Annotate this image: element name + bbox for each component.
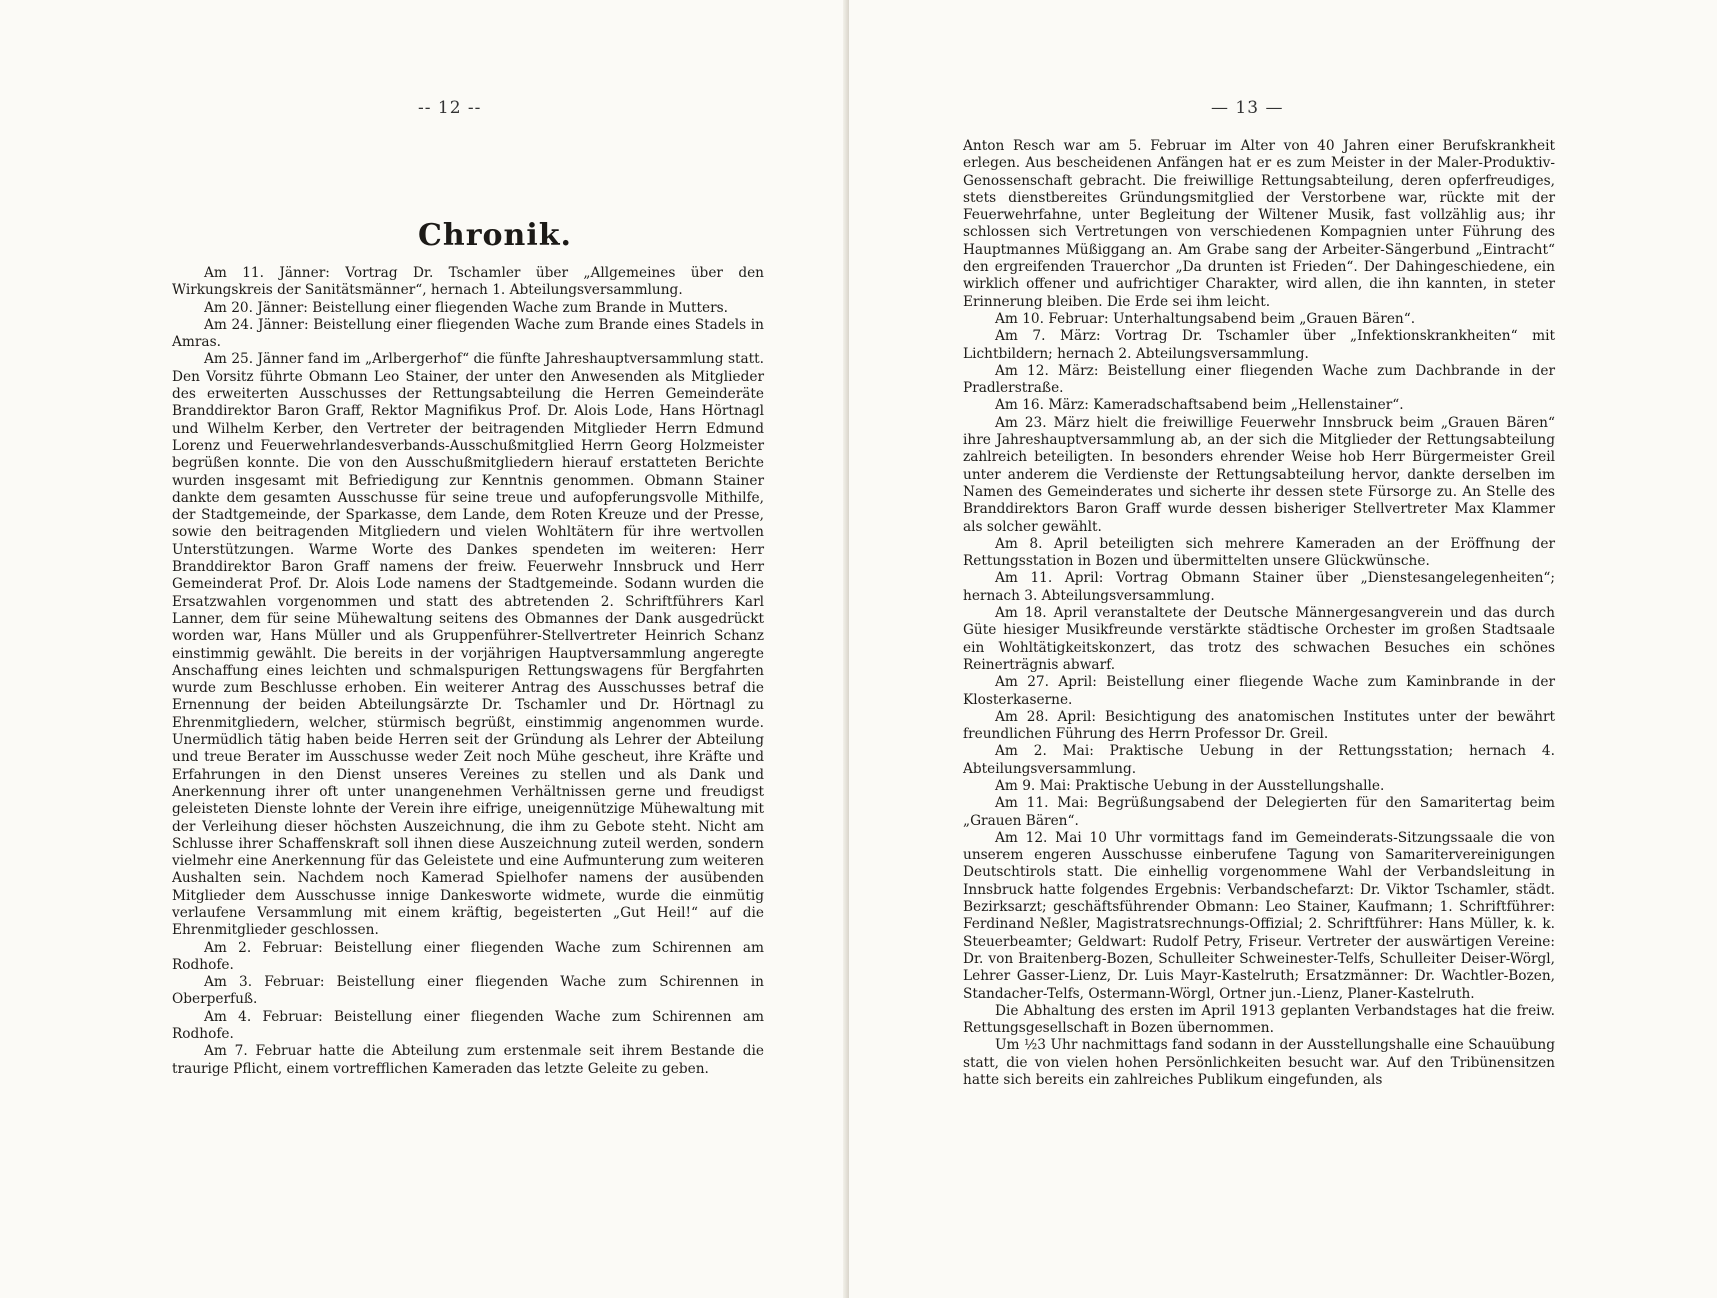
paragraph: Am 18. April veranstaltete der Deutsche Männergesangverein und das durch Güte hiesiger Musikfreunde verstärkte städtische Orchester im großen Stadtsaale ein Wohltätigkeitskonzert, das trotz des schwachen Besuches ein schönes Reinerträgnis abwarf. [963, 605, 1555, 673]
paragraph: Am 23. März hielt die freiwillige Feuerwehr Innsbruck beim „Grauen Bären“ ihre Jahreshauptversammlung ab, an der sich die Mitglieder der Rettungsabteilung zahlreich beteiligten. In besonders ehrender Weise hob Herr Bürgermeister Greil unter anderem die Verdienste der Rettungsabteilung hervor, dankte derselben im Namen des Gemeinderates und sicherte ihr dessen stete Fürsorge zu. An Stelle des Branddirektors Baron Graff wurde dessen bisheriger Stellvertreter Max Klammer als solcher gewählt. [963, 414, 1555, 535]
paragraph: Am 2. Februar: Beistellung einer fliegenden Wache zum Schirennen am Rodhofe. [172, 939, 764, 973]
paragraph: Die Abhaltung des ersten im April 1913 geplanten Verbandstages hat die freiw. Rettungsgesellschaft in Bozen übernommen. [963, 1002, 1555, 1037]
paragraph: Am 11. Mai: Begrüßungsabend der Delegierten für den Samaritertag beim „Grauen Bären“. [963, 795, 1555, 829]
left-page-text [172, 265, 764, 1078]
paragraph: Am 3. Februar: Beistellung einer fliegenden Wache zum Schirennen in Oberperfuß. [172, 974, 764, 1008]
paragraph: Am 20. Jänner: Beistellung einer fliegenden Wache zum Brande in Mutters. [204, 299, 728, 316]
paragraph: Am 11. April: Vortrag Obmann Stainer über „Dienstesangelegenheiten“; hernach 3. Abteilungsversammlung. [963, 570, 1555, 604]
paragraph: Am 7. März: Vortrag Dr. Tschamler über „Infektionskrankheiten“ mit Lichtbildern; hernach 2. Abteilungsversammlung. [963, 328, 1555, 362]
paragraph: Am 24. Jänner: Beistellung einer fliegenden Wache zum Brande eines Stadels in Amras. [172, 316, 764, 351]
paragraph: Um ½3 Uhr nachmittags fand sodann in der Ausstellungshalle eine Schauübung statt, die von vielen hohen Persönlichkeiten besucht war. Auf den Tribünensitzen hatte sich bereits ein zahlreiches Publikum eingefunden, als [963, 1037, 1555, 1089]
right-page [849, 0, 1717, 1298]
page-number-right: — 13 — [1211, 98, 1284, 118]
paragraph: Anton Resch war am 5. Februar im Alter von 40 Jahren einer Berufskrankheit erlegen. Aus bescheidenen Anfängen hat er es zum Meister in der Maler-Produktiv-Genossenschaft gebracht. Die freiwillige Rettungsabteilung, deren opferfreudiges, stets dienstbereites Gründungsmitglied der Verstorbene war, rückte mit der Feuerwehrfahne, unter Begleitung der Wiltener Musik, fast vollzählig aus; ihr schlossen sich Vertretungen von verschiedenen Kompagnien unter Führung des Hauptmannes Müßiggang an. Am Grabe sang der Arbeiter-Sängerbund „Eintracht“ den ergreifenden Trauerchor „Da drunten ist Frieden“. Der Dahingeschiedene, ein wirklich offener und aufrichtiger Charakter, wird allen, die ihn kannten, in steter Erinnerung bleiben. Die Erde sei ihm leicht. [963, 138, 1555, 310]
paragraph: Am 9. Mai: Praktische Uebung in der Ausstellungshalle. [995, 777, 1385, 794]
right-page-text [963, 138, 1555, 1089]
paragraph: Am 7. Februar hatte die Abteilung zum erstenmale seit ihrem Bestande die traurige Pflicht, einem vortrefflichen Kameraden das letzte Geleite zu geben. [172, 1043, 764, 1077]
paragraph: Am 28. April: Besichtigung des anatomischen Institutes unter der bewährt freundlichen Führung des Herrn Professor Dr. Greil. [963, 708, 1555, 743]
paragraph: Am 27. April: Beistellung einer fliegende Wache zum Kaminbrande in der Klosterkaserne. [963, 674, 1555, 708]
paragraph: Am 8. April beteiligten sich mehrere Kameraden an der Eröffnung der Rettungsstation in Bozen und übermittelten unsere Glückwünsche. [963, 535, 1555, 570]
chapter-title: Chronik. [418, 218, 572, 253]
paragraph: Am 25. Jänner fand im „Arlbergerhof“ die fünfte Jahreshauptversammlung statt. Den Vorsitz führte Obmann Leo Stainer, der unter den Anwesenden als Mitglieder des erweiterten Ausschusses der Rettungsabteilung die Herren Gemeinderäte Branddirektor Baron Graff, Rektor Magnifikus Prof. Dr. Alois Lode, Hans Hörtnagl und Wilhelm Kerber, den Vertreter der beitragenden Mitglieder Herrn Edmund Lorenz und Feuerwehrlandesverbands-Ausschußmitglied Herrn Georg Holzmeister begrüßen konnte. Die von den Ausschußmitgliedern hierauf erstatteten Berichte wurden insgesamt mit Befriedigung zur Kenntnis genommen. Obmann Stainer dankte dem gesamten Ausschusse für seine treue und aufopferungsvolle Mithilfe, der Stadtgemeinde, der Sparkasse, dem Lande, dem Roten Kreuze und der Presse, sowie den beitragenden Mitgliedern und vielen Wohltätern für ihre wertvollen Unterstützungen. Warme Worte des Dankes spendeten im weiteren: Herr Branddirektor Baron Graff namens der freiw. Feuerwehr Innsbruck und Herr Gemeinderat Prof. Dr. Alois Lode namens der Stadtgemeinde. Sodann wurden die Ersatzwahlen vorgenommen und statt des abtretenden 2. Schriftführers Karl Lanner, dem für seine Mühewaltung seitens des Obmannes der Dank ausgedrückt worden war, Hans Müller und als Gruppenführer-Stellvertreter Heinrich Schanz einstimmig gewählt. Die bereits in der vorjährigen Hauptversammlung angeregte Anschaffung eines leichten und schmalspurigen Rettungswagens für Bergfahrten wurde zum Beschlusse erhoben. Ein weiterer Antrag des Ausschusses betraf die Ernennung der beiden Abteilungsärzte Dr. Tschamler und Dr. Hörtnagl zu Ehrenmitgliedern, welcher, stürmisch begrüßt, einstimmig angenommen wurde. Unermüdlich tätig haben beide Herren seit der Gründung als Lehrer der Abteilung und treue Berater im Ausschusse weder Zeit noch Mühe gescheut, ihre Kräfte und Erfahrungen in den Dienst unseres Vereines zu stellen und als Dank und Anerkennung ihrer oft unter unangenehmen Verhältnissen gerne und freudigst geleisteten Dienste lohnte der Verein ihre eifrige, uneigennützige Mühewaltung mit der Verleihung dieser höchsten Auszeichnung, die ihm zu Gebote steht. Nicht am Schlusse ihrer Schaffenskraft soll ihnen diese Auszeichnung zuteil werden, sondern vielmehr eine Anerkennung für das Geleistete und eine Aufmunterung zum weiteren Aushalten sein. Nachdem noch Kamerad Spielhofer namens der ausübenden Mitglieder dem Ausschusse innige Dankesworte widmete, wurde die einmütig verlaufene Versammlung mit einem kräftig, begeisterten „Gut Heil!“ auf die Ehrenmitglieder geschlossen. [172, 351, 764, 939]
paragraph: Am 4. Februar: Beistellung einer fliegenden Wache zum Schirennen am Rodhofe. [172, 1008, 764, 1043]
paragraph: Am 16. März: Kameradschaftsabend beim „Hellenstainer“. [995, 397, 1404, 414]
paragraph: Am 10. Februar: Unterhaltungsabend beim „Grauen Bären“. [995, 310, 1416, 327]
page-number-left: -- 12 -- [418, 98, 482, 118]
paragraph: Am 12. Mai 10 Uhr vormittags fand im Gemeinderats-Sitzungssaale die von unserem engeren Ausschusse einberufene Tagung von Samaritervereinigungen Deutschtirols statt. Die einhellig vorgenommene Wahl der Verbandsleitung in Innsbruck hatte folgendes Ergebnis: Verbandschefarzt: Dr. Viktor Tschamler, städt. Bezirksarzt; geschäftsführender Obmann: Leo Stainer, Kaufmann; 1. Schriftführer: Ferdinand Neßler, Magistratsrechnungs-Offizial; 2. Schriftführer: Hans Müller, k. k. Steuerbeamter; Geldwart: Rudolf Petry, Friseur. Vertreter der auswärtigen Vereine: Dr. von Braitenberg-Bozen, Schulleiter Schweinester-Telfs, Schulleiter Deiser-Wörgl, Lehrer Gasser-Lienz, Dr. Luis Mayr-Kastelruth; Ersatzmänner: Dr. Wachtler-Bozen, Standacher-Telfs, Ostermann-Wörgl, Ortner jun.-Lienz, Planer-Kastelruth. [963, 829, 1555, 1002]
paragraph: Am 2. Mai: Praktische Uebung in der Rettungsstation; hernach 4. Abteilungsversammlung. [963, 743, 1555, 777]
paragraph: Am 11. Jänner: Vortrag Dr. Tschamler über „Allgemeines über den Wirkungskreis der Sanitätsmänner“, hernach 1. Abteilungsversammlung. [172, 265, 764, 299]
paragraph: Am 12. März: Beistellung einer fliegenden Wache zum Dachbrande in der Pradlerstraße. [963, 362, 1555, 397]
left-page [0, 0, 848, 1298]
